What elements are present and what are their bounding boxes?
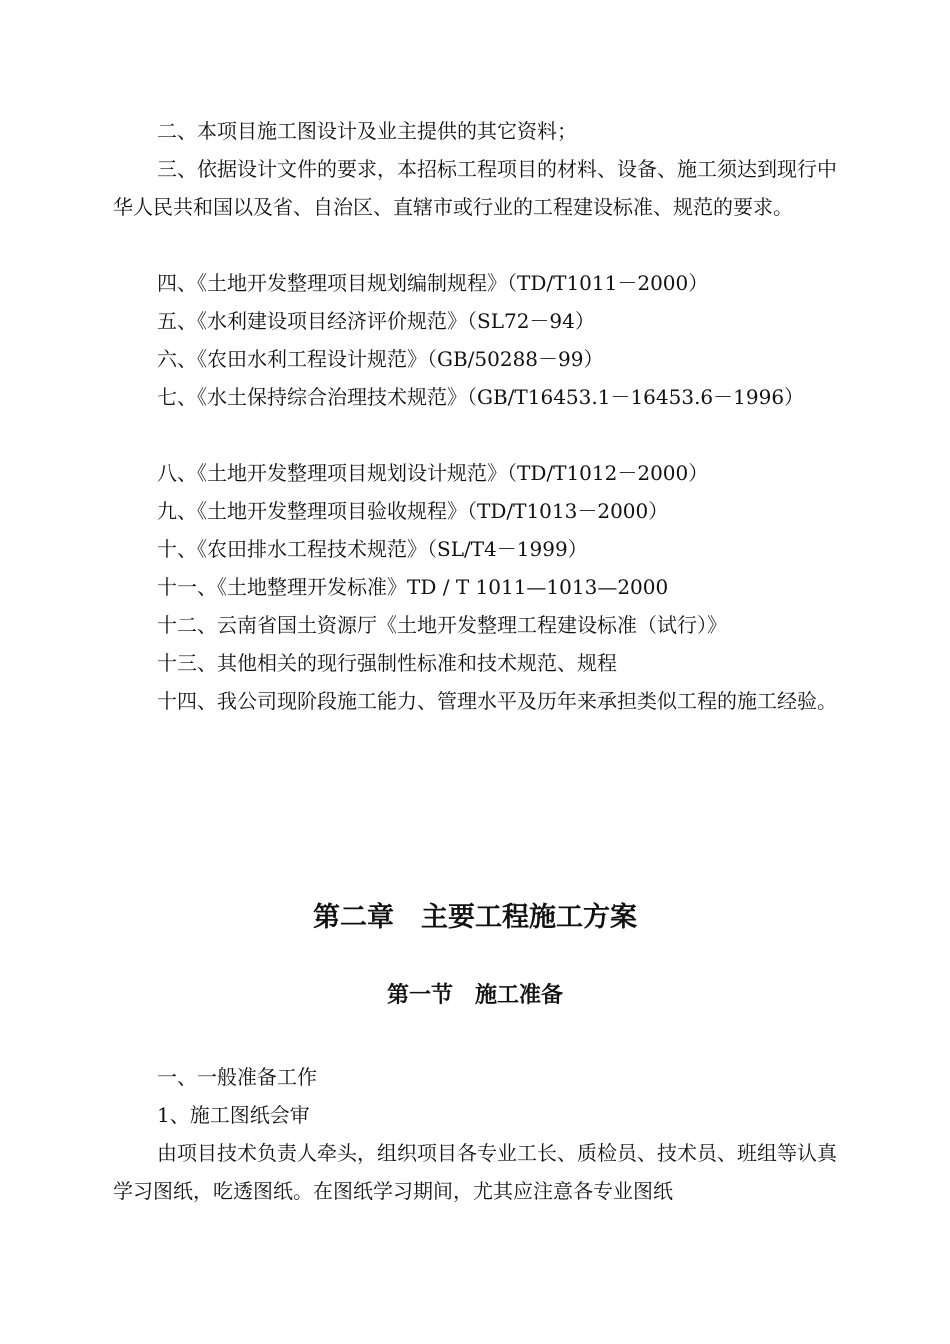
- list-item-14: 十四、我公司现阶段施工能力、管理水平及历年来承担类似工程的施工经验。: [157, 689, 837, 713]
- chapter-title: 第二章 主要工程施工方案: [313, 902, 637, 933]
- list-item-4: 四、《土地开发整理项目规划编制规程》（TD/T1011－2000）: [157, 271, 709, 295]
- list-item-3: 三、依据设计文件的要求，本招标工程项目的材料、设备、施工须达到现行中华人民共和国以及省、自治区、直辖市或行业的工程建设标准、规范的要求。: [113, 157, 837, 219]
- list-item-12: 十二、云南省国土资源厅《土地开发整理工程建设标准（试行）》: [157, 613, 727, 637]
- list-item-7: 七、《水土保持综合治理技术规范》（GB/T16453.1－16453.6－1996）: [157, 385, 805, 409]
- prep-subheading: 1、施工图纸会审: [157, 1103, 310, 1127]
- list-item-10: 十、《农田排水工程技术规范》（SL/T4－1999）: [157, 537, 588, 561]
- list-item-5: 五、《水利建设项目经济评价规范》（SL72－94）: [157, 309, 595, 333]
- list-item-13: 十三、其他相关的现行强制性标准和技术规范、规程: [157, 651, 617, 675]
- prep-heading: 一、一般准备工作: [157, 1065, 317, 1089]
- list-item-11: 十一、《土地整理开发标准》TD / T 1011—1013—2000: [157, 575, 669, 599]
- prep-paragraph: 由项目技术负责人牵头，组织项目各专业工长、质检员、技术员、班组等认真学习图纸，吃透图纸。在图纸学习期间，尤其应注意各专业图纸: [113, 1141, 837, 1203]
- section-title: 第一节 施工准备: [386, 983, 563, 1008]
- list-item-6: 六、《农田水利工程设计规范》（GB/50288－99）: [157, 347, 604, 371]
- list-item-8: 八、《土地开发整理项目规划设计规范》（TD/T1012－2000）: [157, 461, 709, 485]
- list-item-9: 九、《土地开发整理项目验收规程》（TD/T1013－2000）: [157, 499, 669, 523]
- list-item-2: 二、本项目施工图设计及业主提供的其它资料；: [157, 119, 577, 143]
